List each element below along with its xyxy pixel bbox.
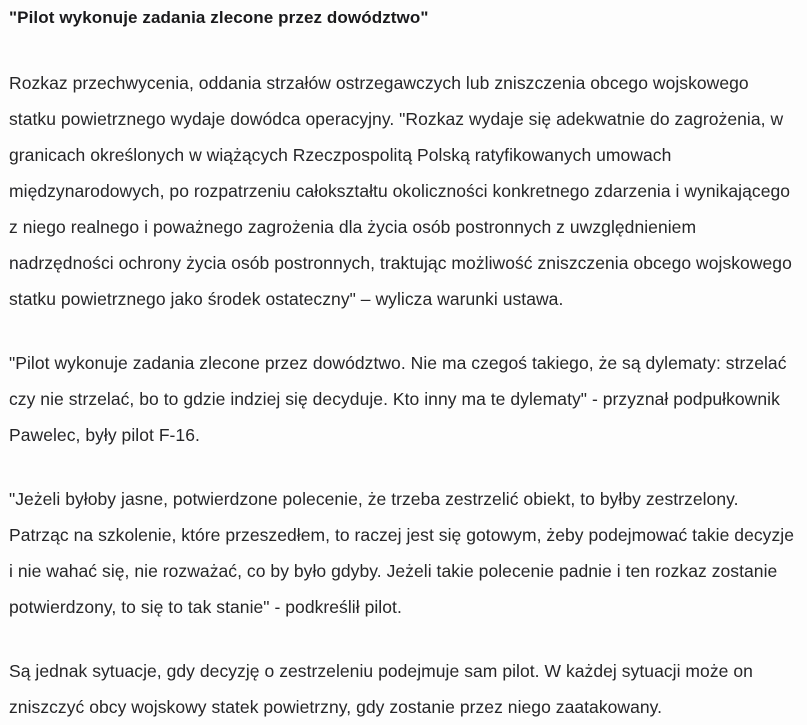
article-paragraph: Rozkaz przechwycenia, oddania strzałów ostrzegawczych lub zniszczenia obcego wojskowego statku powietrznego wydaje dowódca operacyjny. "Rozkaz wydaje się adekwatnie do zagrożenia, w granicach określonych w wiążących Rzeczpospolitą Polską ratyfikowanych umowach międzynarodowych, po rozpatrzeniu całokształtu okoliczności konkretnego zdarzenia i wynikającego z niego realnego i poważnego zagrożenia dla życia osób postronnych z uwzględnieniem nadrzędności ochrony życia osób postronnych, traktując możliwość zniszczenia obcego wojskowego statku powietrznego jako środek ostateczny" – wylicza warunki ustawa. — [9, 73, 792, 309]
article-heading: "Pilot wykonuje zadania zlecone przez dowództwo" — [9, 8, 429, 27]
article-paragraph: "Jeżeli byłoby jasne, potwierdzone polecenie, że trzeba zestrzelić obiekt, to byłby zestrzelony. Patrząc na szkolenie, które przeszedłem, to raczej jest się gotowym, żeby podejmować takie decyzje i nie wahać się, nie rozważać, co by było gdyby. Jeżeli takie polecenie padnie i ten rozkaz zostanie potwierdzony, to się to tak stanie" - podkreślił pilot. — [9, 489, 794, 617]
article-paragraph: Są jednak sytuacje, gdy decyzję o zestrzeleniu podejmuje sam pilot. W każdej sytuacji może on zniszczyć obcy wojskowy statek powietrzny, gdy zostanie przez niego zaatakowany. — [9, 661, 753, 717]
article-paragraph: "Pilot wykonuje zadania zlecone przez dowództwo. Nie ma czegoś takiego, że są dylematy: strzelać czy nie strzelać, bo to gdzie indziej się decyduje. Kto inny ma te dylematy" - przyznał podpułkownik Pawelec, były pilot F-16. — [9, 353, 787, 445]
